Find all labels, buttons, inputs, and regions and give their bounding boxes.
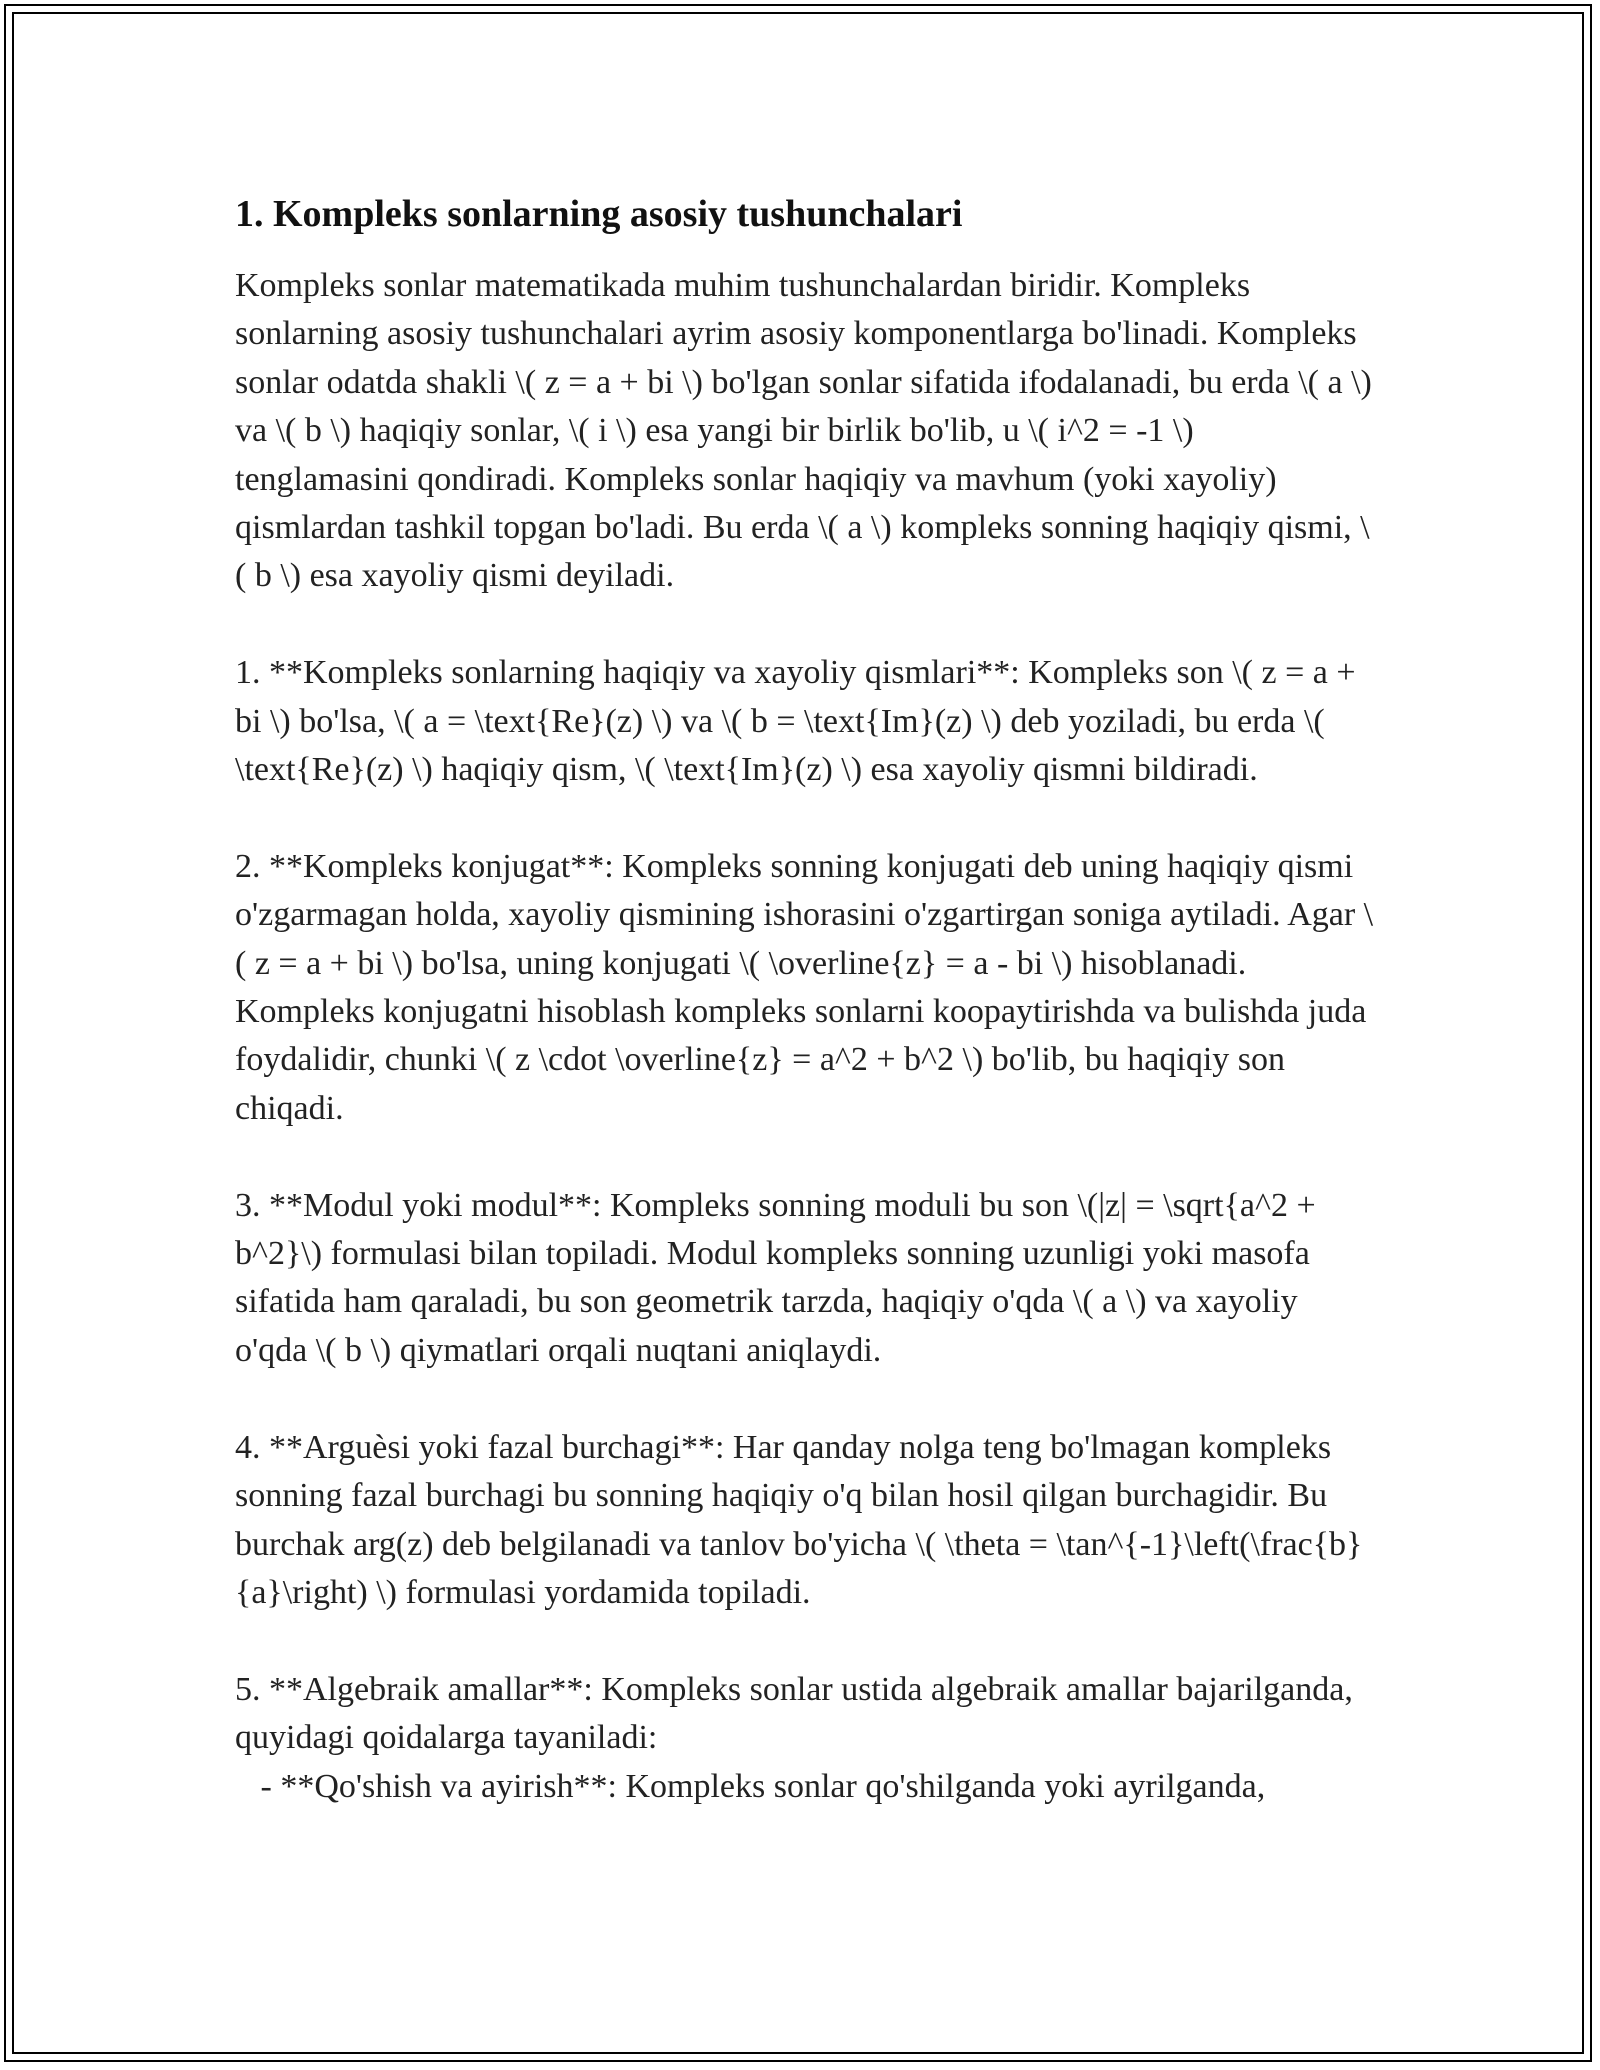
list-item-modulus: 3. **Modul yoki modul**: Kompleks sonning moduli bu son \(|z| = \sqrt{a^2 + b^2}\) formulasi bilan topiladi. Modul kompleks sonning uzunligi yoki masofa sifatida ham qaraladi, bu son geometrik tarzda, haqiqiy o'qda \( a \) va xayoliy o'qda \( b \) qiymatlari orqali nuqtani aniqlaydi.: [235, 1186, 1325, 1369]
section-heading: 1. Kompleks sonlarning asosiy tushunchalari: [235, 193, 963, 235]
intro-paragraph: Kompleks sonlar matematikada muhim tushunchalardan biridir. Kompleks sonlarning asosiy tushunchalari ayrim asosiy komponentlarga bo'linadi. Kompleks sonlar odatda shakli \( z = a + bi \) bo'lgan sonlar sifatida ifodalanadi, bu erda \( a \) va \( b \) haqiqiy sonlar, \( i \) esa yangi bir birlik bo'lib, u \( i^2 = -1 \) tenglamasini qondiradi. Kompleks sonlar haqiqiy va mavhum (yoki xayoliy) qismlardan tashkil topgan bo'ladi. Bu erda \( a \) kompleks sonning haqiqiy qismi, \( b \) esa xayoliy qismi deyiladi.: [235, 267, 1381, 595]
list-item-conjugate: 2. **Kompleks konjugat**: Kompleks sonning konjugati deb uning haqiqiy qismi o'zgarmagan holda, xayoliy qismining ishorasini o'zgartirgan soniga aytiladi. Agar \( z = a + bi \) bo'lsa, uning konjugati \( \overline{z} = a - bi \) hisoblanadi. Kompleks konjugatni hisoblash kompleks sonlarni koopaytirishda va bulishda juda foydalidir, chunki \( z \cdot \overline{z} = a^2 + b^2 \) bo'lib, bu haqiqiy son chiqadi.: [235, 847, 1375, 1127]
list-item-algebraic-operations: 5. **Algebraik amallar**: Kompleks sonlar ustida algebraik amallar bajarilganda, quyidagi qoidalarga tayaniladi: - **Qo'shish va ayirish**: Kompleks sonlar qo'shilganda yoki ayrilganda,: [235, 1670, 1353, 1805]
list-item-argument: 4. **Arguèsi yoki fazal burchagi**: Har qanday nolga teng bo'lmagan kompleks sonning fazal burchagi bu sonning haqiqiy o'q bilan hosil qilgan burchagidir. Bu burchak arg(z) deb belgilanadi va tanlov bo'yicha \( \theta = \tan^{-1}\left(\frac{b}{a}\right) \) formulasi yordamida topiladi.: [235, 1428, 1363, 1611]
document-body: [235, 186, 1381, 1811]
list-item-real-imaginary: 1. **Kompleks sonlarning haqiqiy va xayoliy qismlari**: Kompleks son \( z = a + bi \) bo'lsa, \( a = \text{Re}(z) \) va \( b = \text{Im}(z) \) deb yoziladi, bu erda \( \text{Re}(z) \) haqiqiy qism, \( \text{Im}(z) \) esa xayoliy qismni bildiradi.: [235, 654, 1365, 789]
